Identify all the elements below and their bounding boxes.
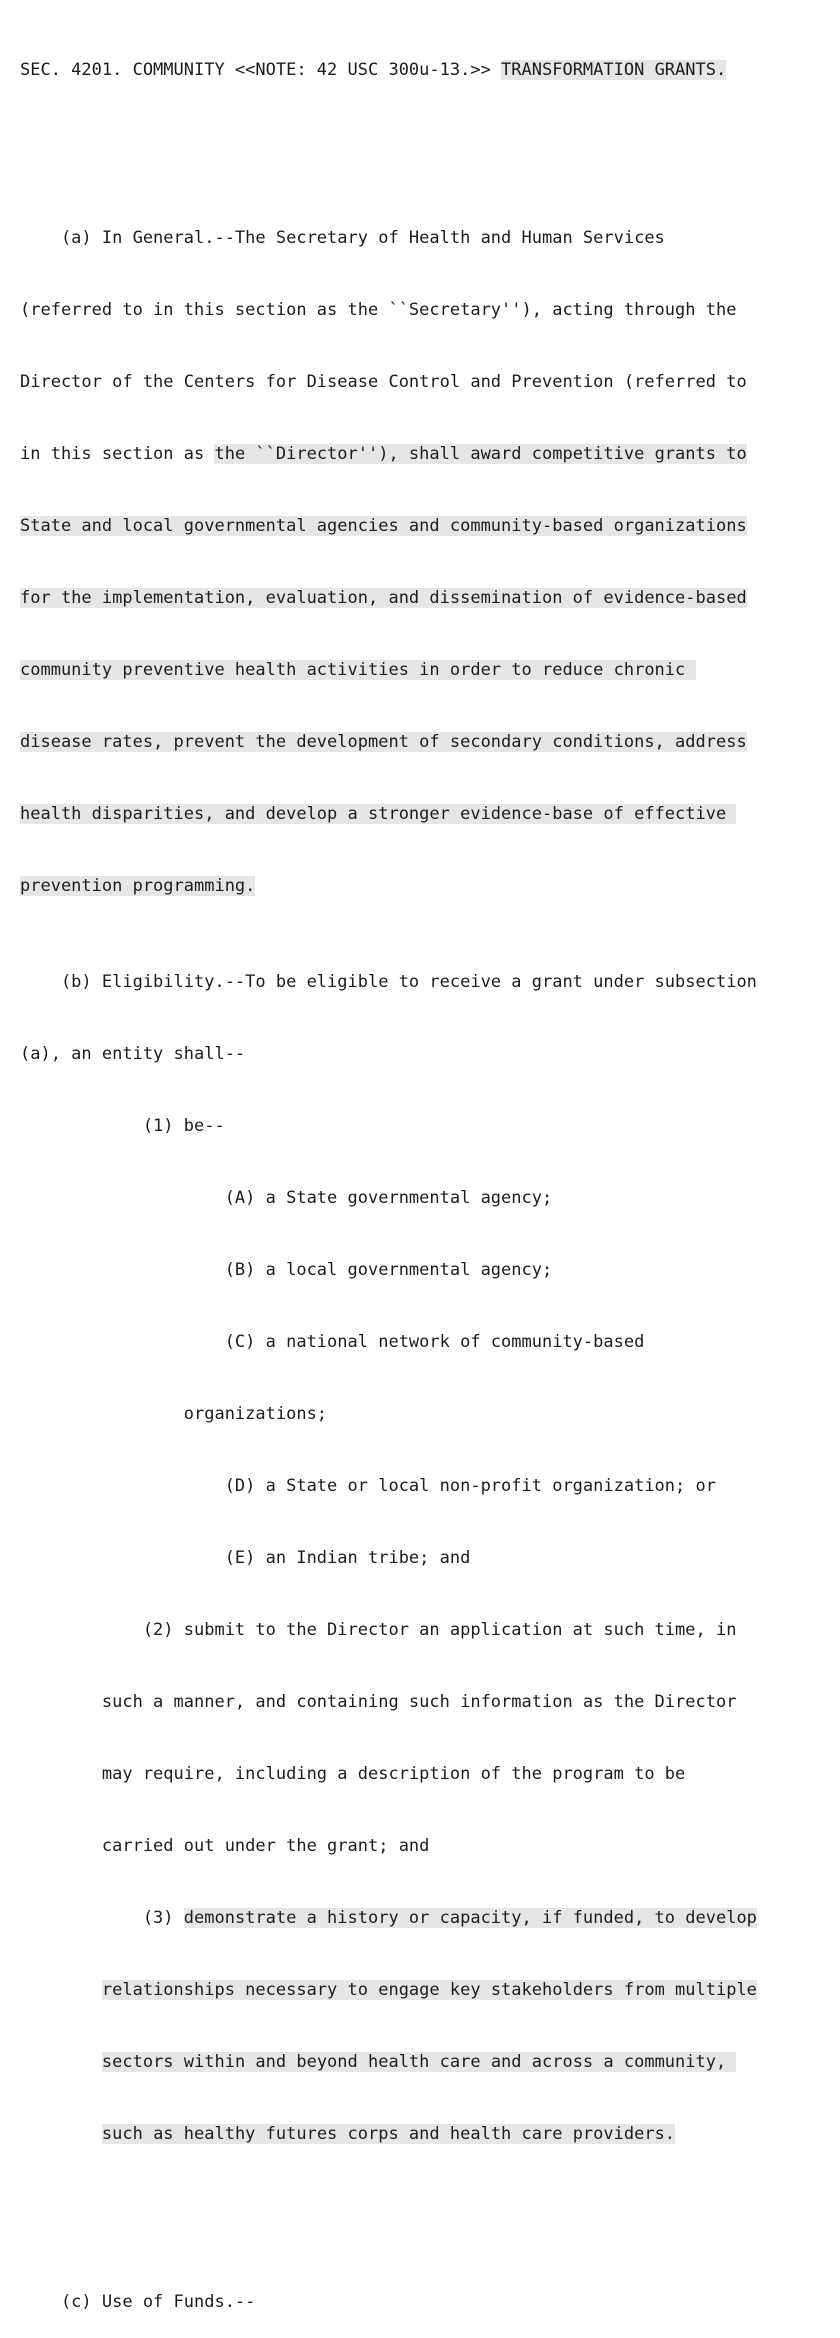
paragraph-2-continued: carried out under the grant; and [20,1836,430,1856]
paragraph-2-continued: may require, including a description of the program to be [20,1764,686,1784]
paragraph-2-continued: such a manner, and containing such information as the Director [20,1692,737,1712]
clause-e: (E) an Indian tribe; and [20,1548,471,1568]
subsection-a-line: (a) In General.--The Secretary of Health and Human Services [20,228,665,248]
clause-c: (C) a national network of community-based [20,1332,645,1352]
subsection-c-line: (c) Use of Funds.-- [20,2292,256,2312]
paragraph-3-number: (3) [20,1908,184,1928]
subsection-a-line [20,514,840,538]
clause-c-continued: organizations; [20,1404,328,1424]
highlighted-text: prevention programming. [20,876,256,896]
paragraph-3 [20,1906,840,1930]
subsection-a-line [20,658,840,682]
highlighted-text: such as healthy futures corps and health care providers. [101,2124,676,2144]
subsection-a-line: Director of the Centers for Disease Control and Prevention (referred to [20,372,747,392]
highlighted-text: for the implementation, evaluation, and dissemination of evidence-based [20,588,747,608]
highlighted-text: demonstrate a history or capacity, if funded, to develop [183,1908,757,1928]
subsection-a-line: (referred to in this section as the ``Secretary''), acting through the [20,300,737,320]
indent [20,2052,102,2072]
highlighted-text: the ``Director''), shall award competitive grants to [214,444,747,464]
blank-line [20,2218,840,2242]
highlighted-text: sectors within and beyond health care and across a community, [101,2052,737,2072]
subsection-a-line [20,802,840,826]
indent [20,1980,102,2000]
subsection-a-line [20,874,840,898]
subsection-a-line [20,442,840,466]
paragraph-3-continued [20,2050,840,2074]
subsection-a-text: in this section as [20,444,215,464]
subsection-a-line [20,730,840,754]
highlighted-text: disease rates, prevent the development of secondary conditions, address [20,732,747,752]
paragraph-1: (1) be-- [20,1116,225,1136]
clause-a: (A) a State governmental agency; [20,1188,553,1208]
highlighted-text: health disparities, and develop a stronger evidence-base of effective [20,804,737,824]
paragraph-3-continued [20,2122,840,2146]
highlighted-text: community preventive health activities in order to reduce chronic [20,660,696,680]
subsection-a-line [20,586,840,610]
subsection-b-line: (a), an entity shall-- [20,1044,246,1064]
blank-line [20,130,840,154]
subsection-b-line: (b) Eligibility.--To be eligible to receive a grant under subsection [20,972,757,992]
section-heading-prefix: SEC. 4201. COMMUNITY <<NOTE: 42 USC 300u-13.>> [20,60,502,80]
highlighted-text: relationships necessary to engage key stakeholders from multiple [101,1980,757,2000]
highlighted-text: State and local governmental agencies and community-based organizations [20,516,747,536]
clause-d: (D) a State or local non-profit organization; or [20,1476,716,1496]
section-heading-title: TRANSFORMATION GRANTS. [501,60,727,80]
clause-b: (B) a local governmental agency; [20,1260,553,1280]
paragraph-2: (2) submit to the Director an application at such time, in [20,1620,737,1640]
indent [20,2124,102,2144]
paragraph-3-continued [20,1978,840,2002]
section-heading [20,58,840,82]
